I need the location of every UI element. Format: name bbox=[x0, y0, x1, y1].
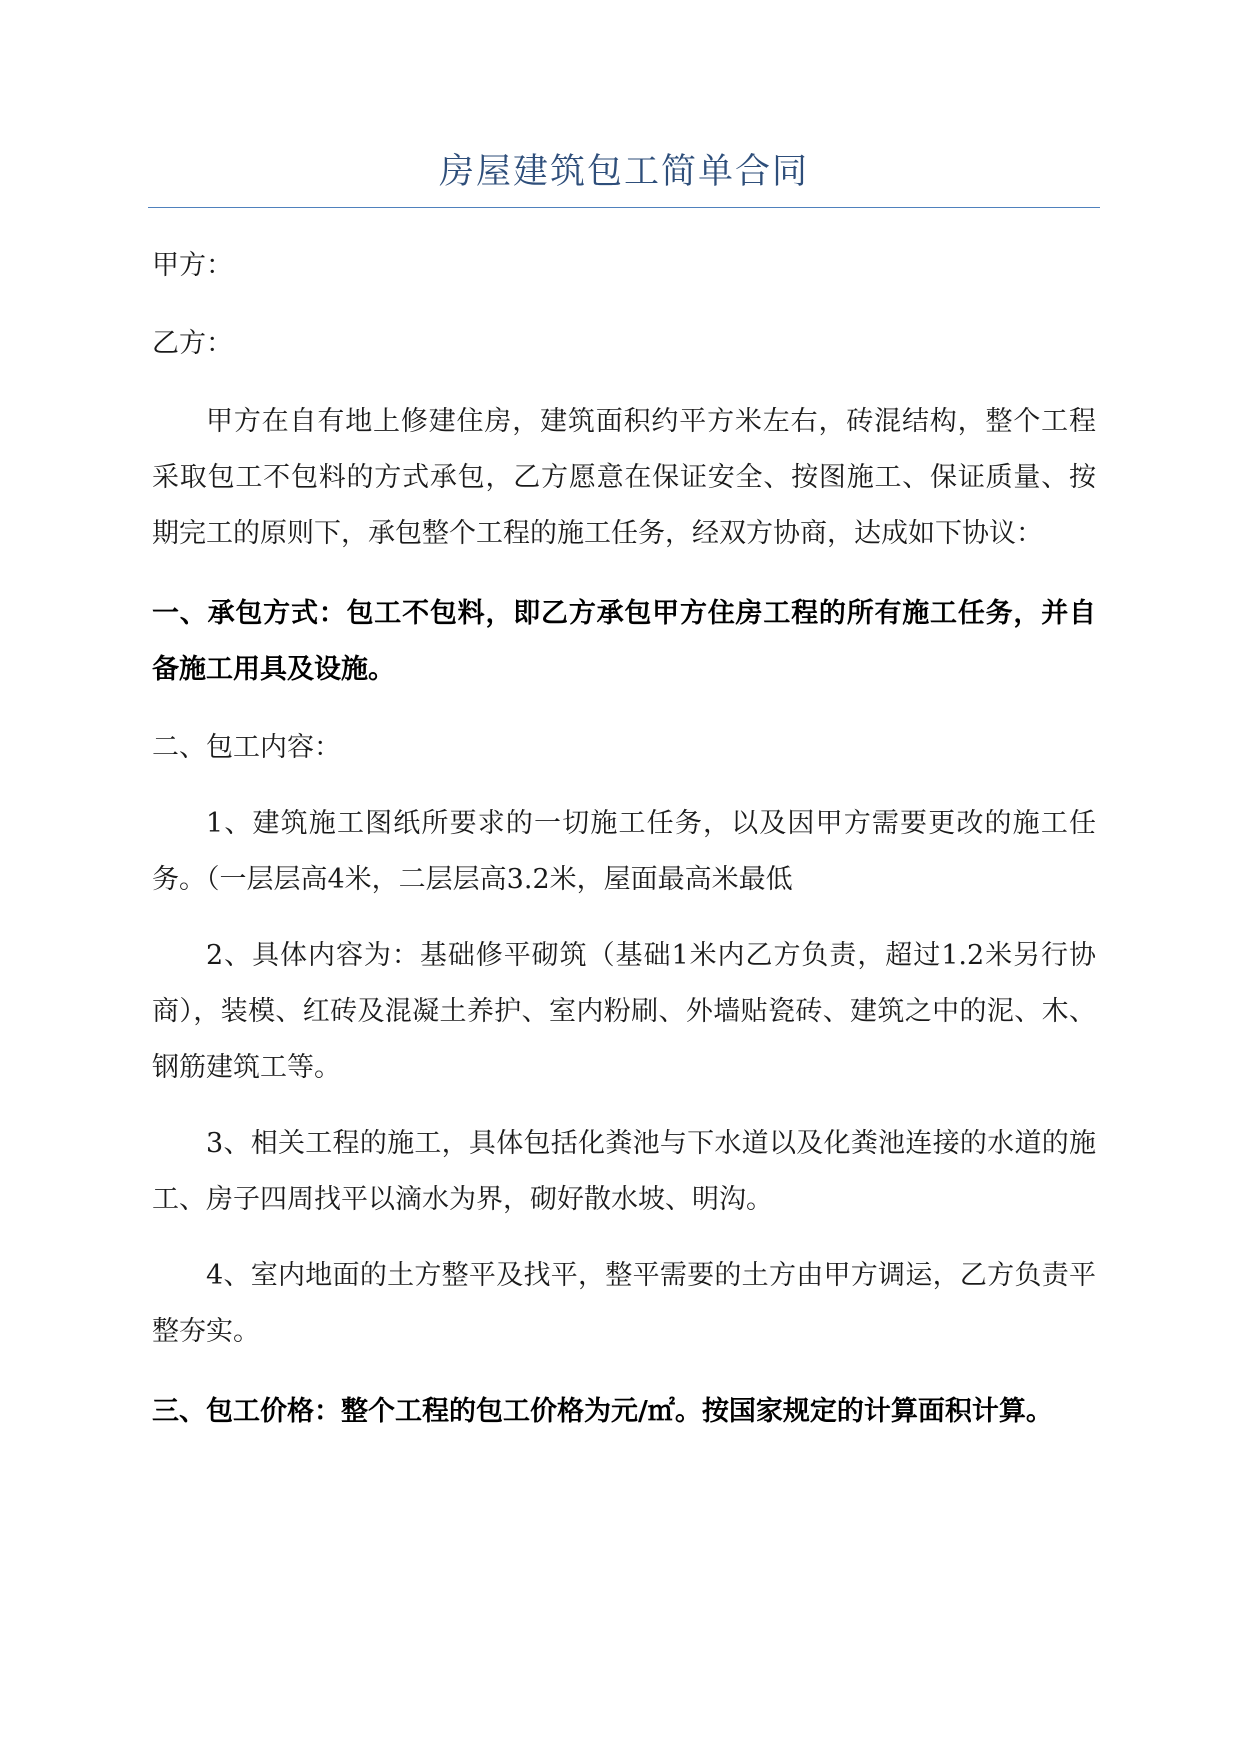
section-2-item-4: 4、室内地面的土方整平及找平，整平需要的土方由甲方调运，乙方负责平整夯实。 bbox=[152, 1260, 1096, 1347]
intro-paragraph: 甲方在自有地上修建住房，建筑面积约平方米左右，砖混结构，整个工程采取包工不包料的方式承包，乙方愿意在保证安全、按图施工、保证质量、按期完工的原则下，承包整个工程的施工任务，经双方协商，达成如下协议： bbox=[152, 406, 1096, 549]
party-b-label: 乙方： bbox=[152, 328, 233, 359]
section-1-contract-method: 一、承包方式：包工不包料，即乙方承包甲方住房工程的所有施工任务，并自备施工用具及设施。 bbox=[152, 598, 1096, 685]
section-2-item-1: 1、建筑施工图纸所要求的一切施工任务，以及因甲方需要更改的施工任务。（一层层高4米，二层层高3.2米，屋面最高米最低 bbox=[152, 808, 1096, 895]
section-2-item-2: 2、具体内容为：基础修平砌筑（基础1米内乙方负责，超过1.2米另行协商），装模、红砖及混凝土养护、室内粉刷、外墙贴瓷砖、建筑之中的泥、木、钢筋建筑工等。 bbox=[152, 940, 1096, 1083]
section-2-item-3: 3、相关工程的施工，具体包括化粪池与下水道以及化粪池连接的水道的施工、房子四周找平以滴水为界，砌好散水坡、明沟。 bbox=[152, 1128, 1096, 1215]
section-2-heading: 二、包工内容： bbox=[152, 732, 341, 763]
section-3-price: 三、包工价格：整个工程的包工价格为元/㎡。按国家规定的计算面积计算。 bbox=[152, 1396, 1053, 1427]
contract-title: 房屋建筑包工简单合同 bbox=[438, 152, 809, 192]
title-underline-divider bbox=[148, 207, 1100, 208]
contract-body bbox=[152, 238, 1096, 1440]
party-a-label: 甲方： bbox=[152, 250, 233, 281]
